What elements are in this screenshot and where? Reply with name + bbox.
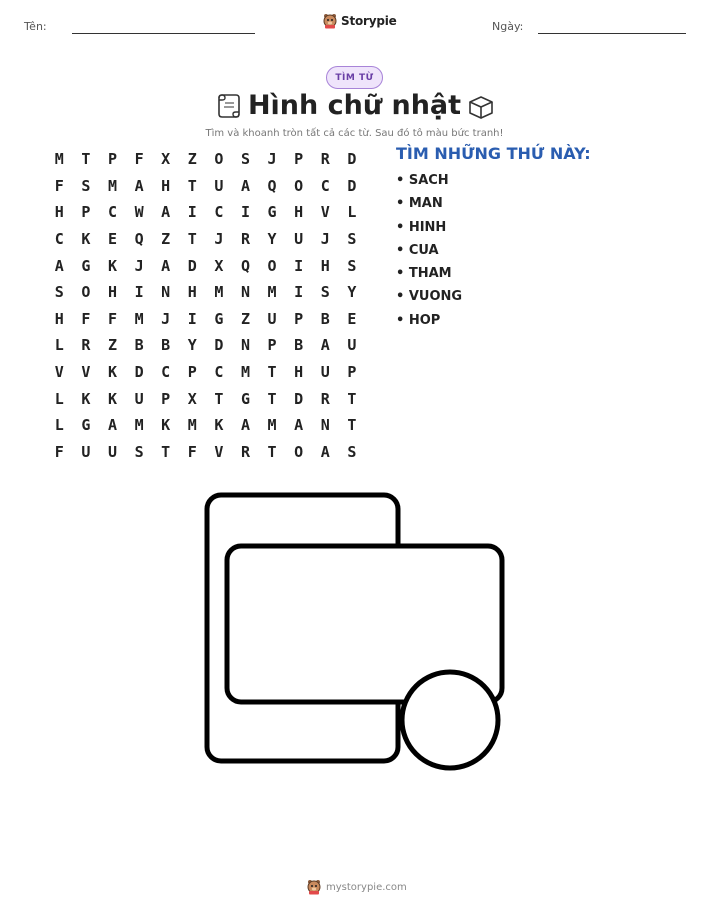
footer <box>307 879 407 895</box>
grid-cell[interactable]: H <box>320 256 330 275</box>
grid-cell[interactable]: U <box>81 442 91 461</box>
grid-cell[interactable]: T <box>267 442 277 461</box>
grid-cell[interactable]: S <box>134 442 144 461</box>
grid-cell[interactable]: A <box>107 416 117 435</box>
grid-cell[interactable]: T <box>214 389 224 408</box>
grid-cell[interactable]: I <box>187 203 197 222</box>
grid-cell[interactable]: U <box>294 230 304 249</box>
grid-cell[interactable]: P <box>187 363 197 382</box>
grid-cell[interactable]: A <box>54 256 64 275</box>
grid-cell[interactable]: S <box>347 230 357 249</box>
grid-cell[interactable]: E <box>347 309 357 328</box>
grid-cell[interactable]: N <box>240 336 250 355</box>
grid-cell[interactable]: H <box>187 283 197 302</box>
grid-row <box>46 412 365 439</box>
grid-cell[interactable]: L <box>347 203 357 222</box>
name-line[interactable] <box>72 33 255 34</box>
word-item: • VUONG <box>396 289 463 305</box>
grid-cell[interactable]: U <box>320 363 330 382</box>
grid-cell[interactable]: O <box>294 176 304 195</box>
grid-cell[interactable]: A <box>320 336 330 355</box>
grid-cell[interactable]: Y <box>187 336 197 355</box>
grid-cell[interactable]: H <box>294 203 304 222</box>
grid-cell[interactable]: O <box>294 442 304 461</box>
grid-cell[interactable]: R <box>240 230 250 249</box>
grid-row <box>46 439 365 466</box>
grid-cell[interactable]: F <box>134 150 144 169</box>
grid-cell[interactable]: M <box>107 176 117 195</box>
grid-cell[interactable]: M <box>134 309 144 328</box>
grid-cell[interactable]: D <box>134 363 144 382</box>
brand-logo <box>323 13 397 29</box>
grid-cell[interactable]: A <box>161 256 171 275</box>
grid-cell[interactable]: J <box>214 230 224 249</box>
grid-cell[interactable]: C <box>214 203 224 222</box>
grid-cell[interactable]: V <box>81 363 91 382</box>
word-item: • MAN <box>396 196 443 212</box>
word-list <box>396 171 462 334</box>
grid-cell[interactable]: M <box>267 416 277 435</box>
grid-cell[interactable]: Y <box>347 283 357 302</box>
grid-cell[interactable]: P <box>267 336 277 355</box>
grid-cell[interactable]: C <box>161 363 171 382</box>
grid-cell[interactable]: Q <box>240 256 250 275</box>
grid-cell[interactable]: P <box>107 150 117 169</box>
grid-cell[interactable]: L <box>54 389 64 408</box>
grid-cell[interactable]: D <box>187 256 197 275</box>
word-item: • HINH <box>396 219 447 235</box>
grid-cell[interactable]: M <box>134 416 144 435</box>
grid-row <box>46 199 365 226</box>
grid-cell[interactable]: S <box>347 442 357 461</box>
grid-cell[interactable]: G <box>81 256 91 275</box>
grid-cell[interactable]: X <box>214 256 224 275</box>
grid-cell[interactable]: F <box>54 442 64 461</box>
grid-cell[interactable]: J <box>320 230 330 249</box>
grid-cell[interactable]: C <box>320 176 330 195</box>
grid-cell[interactable]: I <box>294 256 304 275</box>
grid-cell[interactable]: B <box>134 336 144 355</box>
grid-cell[interactable]: B <box>320 309 330 328</box>
grid-cell[interactable]: V <box>214 442 224 461</box>
grid-cell[interactable]: H <box>294 363 304 382</box>
grid-cell[interactable]: F <box>187 442 197 461</box>
grid-cell[interactable]: F <box>54 176 64 195</box>
grid-cell[interactable]: S <box>54 283 64 302</box>
circle-shape <box>402 672 498 768</box>
grid-row <box>46 332 365 359</box>
grid-cell[interactable]: M <box>187 416 197 435</box>
grid-cell[interactable]: S <box>81 176 91 195</box>
grid-cell[interactable]: R <box>240 442 250 461</box>
brand-name: Storypie <box>341 14 397 28</box>
grid-cell[interactable]: F <box>107 309 117 328</box>
grid-cell[interactable]: A <box>294 416 304 435</box>
grid-cell[interactable]: I <box>294 283 304 302</box>
grid-cell[interactable]: P <box>294 309 304 328</box>
grid-cell[interactable]: Z <box>187 150 197 169</box>
grid-cell[interactable]: T <box>347 416 357 435</box>
grid-cell[interactable]: C <box>54 230 64 249</box>
grid-cell[interactable]: G <box>81 416 91 435</box>
grid-cell[interactable]: T <box>347 389 357 408</box>
word-item: • SACH <box>396 173 449 188</box>
grid-cell[interactable]: N <box>161 283 171 302</box>
grid-cell[interactable]: L <box>54 336 64 355</box>
grid-cell[interactable]: U <box>267 309 277 328</box>
grid-cell[interactable]: G <box>267 203 277 222</box>
grid-cell[interactable]: V <box>320 203 330 222</box>
grid-row <box>46 279 365 306</box>
date-label: Ngày: <box>492 20 524 33</box>
grid-row <box>46 173 365 200</box>
grid-cell[interactable]: J <box>267 150 277 169</box>
grid-cell[interactable]: M <box>214 283 224 302</box>
grid-cell[interactable]: D <box>214 336 224 355</box>
grid-cell[interactable]: K <box>161 416 171 435</box>
grid-cell[interactable]: S <box>240 150 250 169</box>
grid-cell[interactable]: K <box>81 230 91 249</box>
grid-cell[interactable]: D <box>294 389 304 408</box>
grid-cell[interactable]: T <box>161 442 171 461</box>
grid-cell[interactable]: O <box>81 283 91 302</box>
grid-cell[interactable]: M <box>54 150 64 169</box>
grid-cell[interactable]: A <box>161 203 171 222</box>
word-item: • THAM <box>396 266 452 282</box>
instructions: Tìm và khoanh tròn tất cả các từ. Sau đó tô màu bức tranh! <box>205 128 504 139</box>
coloring-picture[interactable] <box>195 485 505 775</box>
grid-cell[interactable]: P <box>161 389 171 408</box>
grid-cell[interactable]: K <box>81 389 91 408</box>
grid-cell[interactable]: R <box>320 389 330 408</box>
grid-cell[interactable]: Q <box>134 230 144 249</box>
name-label: Tên: <box>24 20 47 33</box>
grid-cell[interactable]: S <box>347 256 357 275</box>
storypie-mascot-icon <box>323 13 337 29</box>
grid-cell[interactable]: B <box>161 336 171 355</box>
grid-cell[interactable]: W <box>134 203 144 222</box>
grid-cell[interactable]: I <box>134 283 144 302</box>
grid-cell[interactable]: M <box>240 363 250 382</box>
box-icon <box>466 94 496 120</box>
grid-cell[interactable]: J <box>161 309 171 328</box>
grid-cell[interactable]: M <box>267 283 277 302</box>
grid-cell[interactable]: H <box>107 283 117 302</box>
grid-cell[interactable]: U <box>107 442 117 461</box>
grid-row <box>46 252 365 279</box>
grid-row <box>46 306 365 333</box>
grid-cell[interactable]: L <box>54 416 64 435</box>
grid-cell[interactable]: I <box>240 203 250 222</box>
grid-row <box>46 146 365 173</box>
grid-cell[interactable]: P <box>81 203 91 222</box>
grid-cell[interactable]: H <box>161 176 171 195</box>
grid-cell[interactable]: J <box>134 256 144 275</box>
grid-cell[interactable]: G <box>214 309 224 328</box>
grid-row <box>46 226 365 253</box>
storypie-mascot-icon <box>307 879 321 895</box>
grid-cell[interactable]: H <box>54 309 64 328</box>
grid-cell[interactable]: K <box>214 416 224 435</box>
grid-cell[interactable]: T <box>187 176 197 195</box>
grid-row <box>46 385 365 412</box>
grid-cell[interactable]: K <box>107 389 117 408</box>
date-line[interactable] <box>538 33 686 34</box>
grid-cell[interactable]: F <box>81 309 91 328</box>
footer-url[interactable]: mystorypie.com <box>326 881 407 893</box>
word-item: • HOP <box>396 312 441 328</box>
grid-cell[interactable]: Z <box>107 336 117 355</box>
grid-cell[interactable]: Y <box>267 230 277 249</box>
grid-cell[interactable]: C <box>214 363 224 382</box>
grid-cell[interactable]: R <box>320 150 330 169</box>
grid-cell[interactable]: S <box>320 283 330 302</box>
grid-cell[interactable]: T <box>81 150 91 169</box>
grid-cell[interactable]: K <box>107 363 117 382</box>
grid-cell[interactable]: A <box>240 416 250 435</box>
grid-cell[interactable]: H <box>54 203 64 222</box>
grid-cell[interactable]: N <box>240 283 250 302</box>
grid-cell[interactable]: T <box>267 389 277 408</box>
grid-cell[interactable]: G <box>240 389 250 408</box>
grid-cell[interactable]: D <box>347 176 357 195</box>
grid-cell[interactable]: A <box>240 176 250 195</box>
grid-cell[interactable]: K <box>107 256 117 275</box>
grid-cell[interactable]: D <box>347 150 357 169</box>
page-title: Hình chữ nhật <box>247 90 462 121</box>
grid-cell[interactable]: A <box>134 176 144 195</box>
grid-cell[interactable]: U <box>347 336 357 355</box>
grid-row <box>46 359 365 386</box>
grid-cell[interactable]: X <box>161 150 171 169</box>
word-item: • CUA <box>396 242 439 258</box>
grid-cell[interactable]: X <box>187 389 197 408</box>
grid-cell[interactable]: R <box>81 336 91 355</box>
grid-cell[interactable]: Z <box>240 309 250 328</box>
grid-cell[interactable]: N <box>320 416 330 435</box>
grid-cell[interactable]: O <box>267 256 277 275</box>
grid-cell[interactable]: V <box>54 363 64 382</box>
grid-cell[interactable]: I <box>187 309 197 328</box>
grid-cell[interactable]: O <box>214 150 224 169</box>
grid-cell[interactable]: P <box>294 150 304 169</box>
grid-cell[interactable]: Z <box>161 230 171 249</box>
grid-cell[interactable]: C <box>107 203 117 222</box>
grid-cell[interactable]: B <box>294 336 304 355</box>
letter-grid <box>46 146 365 465</box>
grid-cell[interactable]: T <box>267 363 277 382</box>
grid-cell[interactable]: E <box>107 230 117 249</box>
grid-cell[interactable]: T <box>187 230 197 249</box>
grid-cell[interactable]: U <box>214 176 224 195</box>
grid-cell[interactable]: U <box>134 389 144 408</box>
grid-cell[interactable]: A <box>320 442 330 461</box>
activity-badge: TÌM TỪ <box>326 66 383 89</box>
grid-cell[interactable]: P <box>347 363 357 382</box>
grid-cell[interactable]: Q <box>267 176 277 195</box>
word-list-title: TÌM NHỮNG THỨ NÀY: <box>396 144 591 163</box>
